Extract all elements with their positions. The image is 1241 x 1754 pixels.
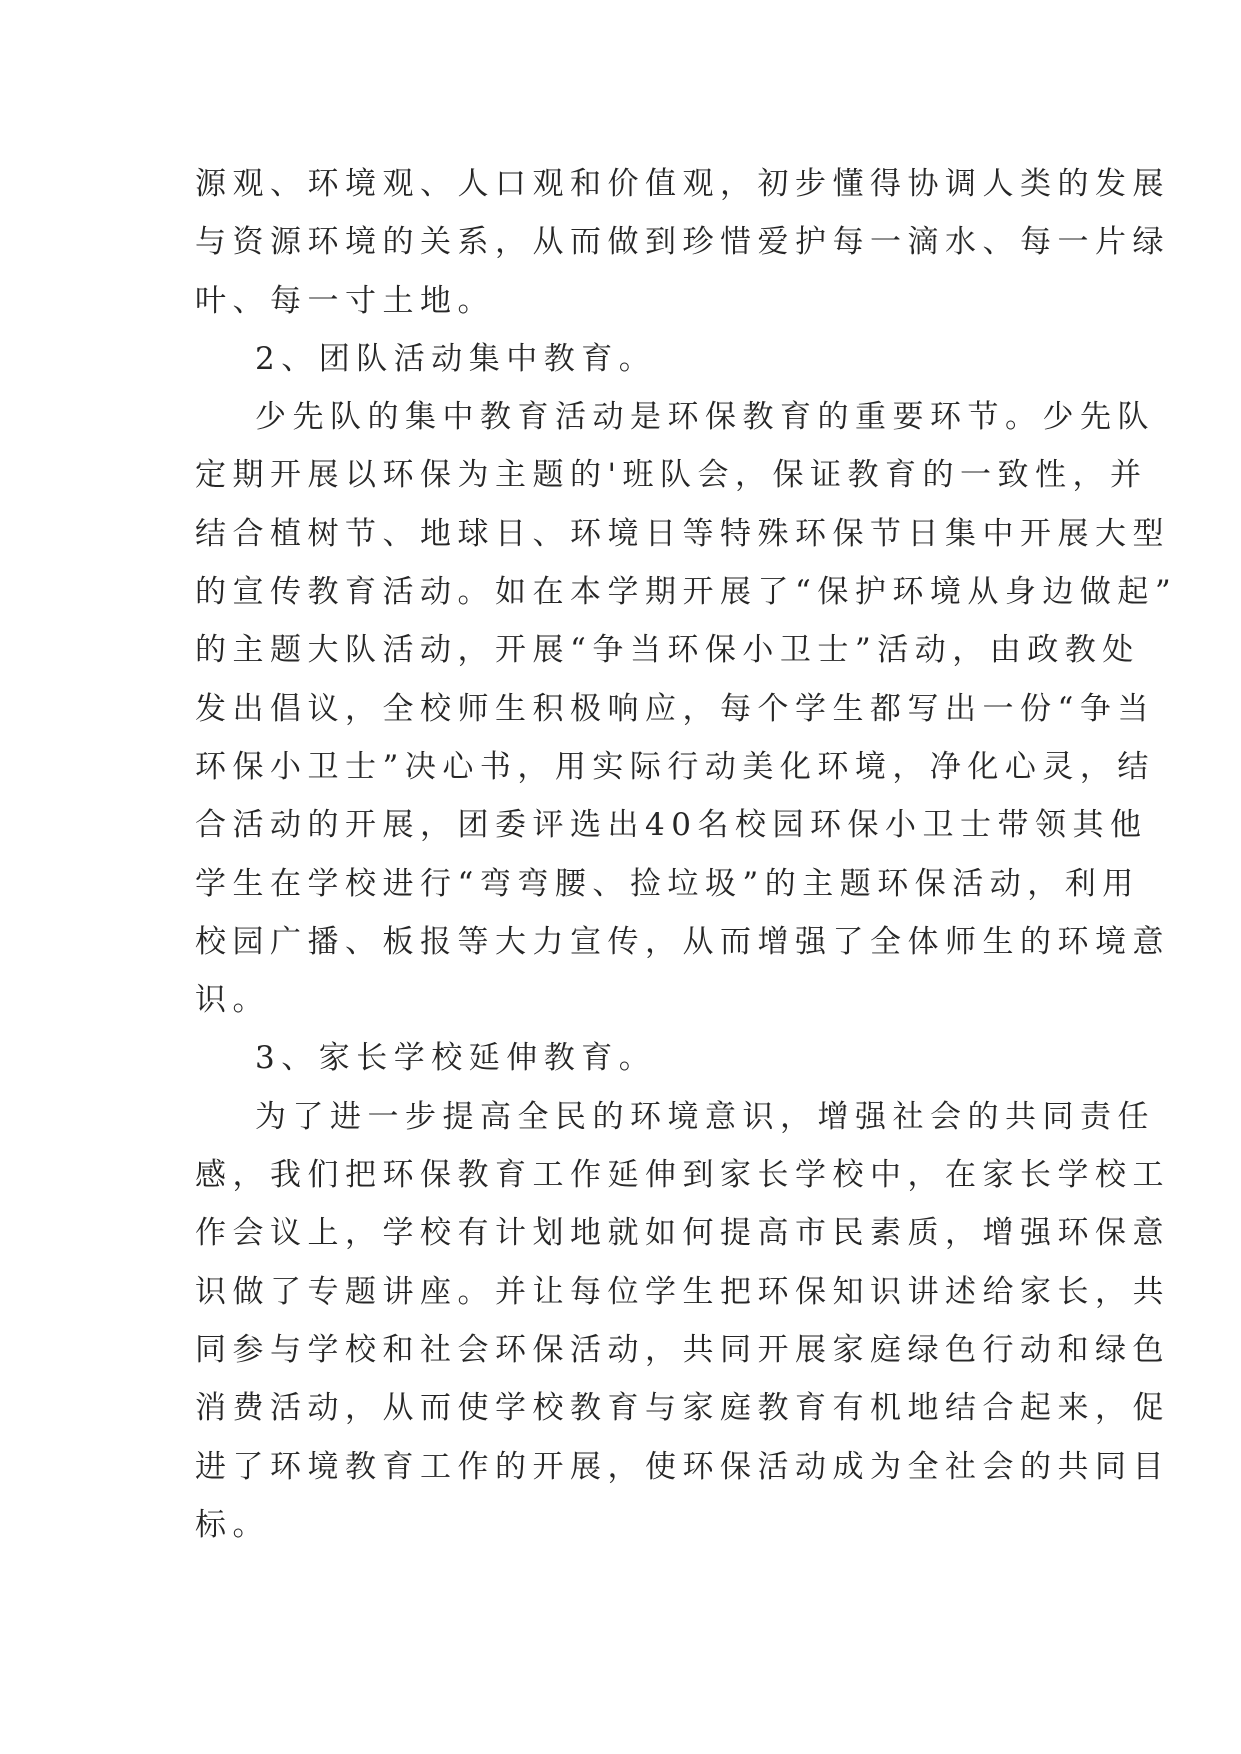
paragraph-line: 叶、每一寸土地。 <box>195 282 495 319</box>
paragraph-line: 作会议上，学校有计划地就如何提高市民素质，增强环保意 <box>195 1215 1170 1252</box>
paragraph-line: 标。 <box>195 1506 270 1543</box>
paragraph-line: 源观、环境观、人口观和价值观，初步懂得协调人类的发展 <box>195 166 1170 202</box>
paragraph-line: 合活动的开展，团委评选出40名校园环保小卫士带领其他 <box>195 807 1148 844</box>
paragraph-line: 的宣传教育活动。如在本学期开展了“保护环境从身边做起” <box>195 574 1178 611</box>
document-body <box>195 155 1178 1554</box>
paragraph-line: 为了进一步提高全民的环境意识，增强社会的共同责任 <box>255 1098 1155 1135</box>
paragraph-line: 学生在学校进行“弯弯腰、捡垃圾”的主题环保活动，利用 <box>195 865 1140 902</box>
paragraph-line: 进了环境教育工作的开展，使环保活动成为全社会的共同目 <box>195 1448 1170 1485</box>
paragraph-line: 的主题大队活动，开展“争当环保小卫士”活动，由政教处 <box>195 632 1140 669</box>
paragraph-line: 少先队的集中教育活动是环保教育的重要环节。少先队 <box>255 399 1155 436</box>
paragraph-line: 感，我们把环保教育工作延伸到家长学校中，在家长学校工 <box>195 1157 1170 1194</box>
paragraph-line: 同参与学校和社会环保活动，共同开展家庭绿色行动和绿色 <box>195 1331 1170 1368</box>
paragraph-line: 定期开展以环保为主题的'班队会，保证教育的一致性，并 <box>195 457 1148 494</box>
paragraph-line: 结合植树节、地球日、环境日等特殊环保节日集中开展大型 <box>195 515 1170 552</box>
paragraph-line: 识。 <box>195 982 270 1019</box>
paragraph-line: 环保小卫士”决心书，用实际行动美化环境，净化心灵，结 <box>195 748 1155 785</box>
section-heading: 2、团队活动集中教育。 <box>255 340 657 377</box>
paragraph-line: 与资源环境的关系，从而做到珍惜爱护每一滴水、每一片绿 <box>195 224 1170 261</box>
paragraph-line: 识做了专题讲座。并让每位学生把环保知识讲述给家长，共 <box>195 1273 1170 1310</box>
paragraph-line: 消费活动，从而使学校教育与家庭教育有机地结合起来，促 <box>195 1390 1170 1427</box>
paragraph-line: 发出倡议，全校师生积极响应，每个学生都写出一份“争当 <box>195 690 1155 727</box>
section-heading: 3、家长学校延伸教育。 <box>255 1040 657 1077</box>
paragraph-line: 校园广播、板报等大力宣传，从而增强了全体师生的环境意 <box>195 923 1170 960</box>
